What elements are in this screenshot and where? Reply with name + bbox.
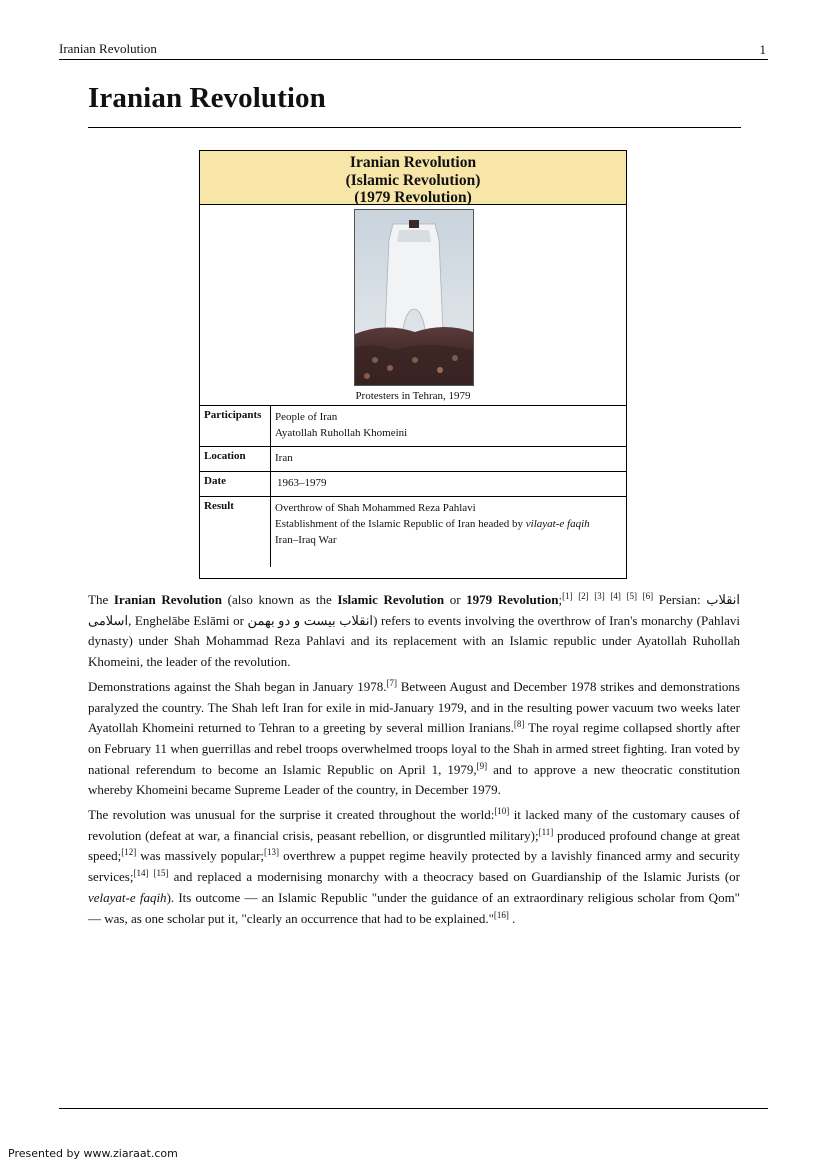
text: ) refers to events involving the overthrow of Iran's monarchy (Pahlavi dynasty) under Shah Mohammad Reza Pahlavi and its replacement with an Islamic republic under Ayatollah Ruhollah Khomeini, the leader of the revolution.	[88, 612, 740, 670]
page-title: Iranian Revolution	[88, 82, 326, 114]
bold-term: 1979 Revolution	[466, 592, 559, 607]
citation-link[interactable]: [8]	[513, 719, 525, 730]
row-label: Date	[200, 472, 271, 496]
running-header	[59, 41, 768, 60]
infobox-image-cell	[200, 205, 626, 406]
text: (also known as the	[222, 592, 338, 607]
citation-link[interactable]: [16]	[493, 909, 509, 920]
text: Between August and December 1978 strikes and demonstrations paralyzed the country. The Shah left Iran for exile in mid-January 1979, and in the resulting power vacuum two weeks later Ayatollah Khomeini returned to Tehran to a greeting by several million Iranians.	[88, 678, 740, 736]
result-italic[interactable]: vilayat-e faqih	[525, 518, 590, 530]
date-value: 1963–1979	[277, 477, 327, 489]
citation-link[interactable]: [15]	[153, 868, 169, 879]
participant-item[interactable]: Ayatollah Ruhollah Khomeini	[275, 427, 408, 439]
text: ). Its outcome — an Islamic Republic "under the guidance of an extraordinary religious scholar from Qom" — was, as one scholar put it, "clearly an occurrence that had to be explained."	[88, 889, 740, 926]
text: or	[444, 592, 467, 607]
citation-link[interactable]: [5]	[626, 591, 638, 601]
row-label: Result	[200, 497, 271, 567]
persian-text: انقلاب بیست و دو بهمن	[247, 612, 374, 628]
citation-link[interactable]: [11]	[538, 826, 554, 837]
infobox-row-location	[200, 447, 626, 472]
page-number: 1	[759, 42, 766, 57]
row-value	[271, 447, 293, 471]
citation-link[interactable]: [1]	[562, 591, 573, 601]
result-item[interactable]: Iran–Iraq War	[275, 534, 337, 546]
text: Demonstrations against the Shah began in January 1978.	[88, 678, 387, 694]
citation-link[interactable]: [4]	[610, 591, 621, 601]
infobox-title-line: Iranian Revolution	[349, 154, 477, 171]
text: it lacked many of the customary causes of revolution (defeat at war, a financial crisis, peasant rebellion, or disgruntled military);	[88, 807, 740, 843]
row-label: Location	[200, 447, 271, 471]
infobox-row-participants	[200, 406, 626, 447]
infobox-title-line: (1979 Revolution)	[354, 189, 472, 206]
row-value	[271, 497, 621, 567]
citation-link[interactable]: [3]	[594, 591, 605, 601]
result-item[interactable]: Overthrow of Shah Mohammed Reza Pahlavi	[275, 502, 476, 514]
row-value	[271, 406, 407, 446]
infobox-title	[200, 151, 626, 205]
text: .	[508, 910, 516, 926]
result-item[interactable]	[275, 516, 621, 532]
citation-link[interactable]: [12]	[121, 847, 137, 858]
citation-link[interactable]: [7]	[386, 677, 397, 688]
text: , Enghelābe Eslāmi or	[128, 612, 248, 628]
text: and to approve a new theocratic constitution whereby Khomeini became Supreme Leader of the country, in December 1979.	[88, 761, 741, 798]
citation-link[interactable]: [9]	[476, 760, 488, 771]
text: overthrew a puppet regime heavily protected by a lavishly financed army and security services;	[88, 848, 740, 885]
bold-term: Islamic Revolution	[337, 592, 445, 607]
citation-link[interactable]: [6]	[642, 591, 654, 601]
image-caption: Protesters in Tehran, 1979	[355, 390, 471, 402]
infobox	[199, 150, 627, 579]
citation-link[interactable]: [13]	[264, 847, 280, 858]
text: ;	[558, 592, 563, 607]
title-divider	[88, 127, 741, 128]
infobox-row-result	[200, 497, 626, 567]
running-title: Iranian Revolution	[59, 41, 157, 56]
location-link[interactable]: Iran	[275, 452, 293, 464]
text: The revolution was unusual for the surprise it created throughout the world:	[88, 807, 495, 823]
presented-by: Presented by www.ziaraat.com	[8, 1147, 178, 1160]
paragraph-events	[88, 677, 740, 801]
infobox-row-date	[200, 472, 626, 497]
bold-term: Iranian Revolution	[113, 592, 223, 607]
paragraph-intro	[88, 590, 740, 673]
footer-divider	[59, 1108, 768, 1109]
italic-term: velayat-e faqih	[88, 889, 167, 905]
citation-link[interactable]: [14]	[133, 868, 149, 879]
participant-item[interactable]: People of Iran	[275, 411, 338, 423]
text: Persian:	[653, 592, 707, 607]
protest-photo[interactable]	[354, 209, 474, 386]
citation-link[interactable]: [2]	[578, 591, 589, 601]
text: and replaced a modernising monarchy with a theocracy based on Guardianship of the Islamic Jurists (or	[168, 869, 741, 885]
citation-link[interactable]: [10]	[494, 806, 510, 817]
row-value	[271, 472, 327, 496]
infobox-title-line: (Islamic Revolution)	[345, 171, 481, 189]
article-body	[88, 590, 740, 933]
persian-text: انقلاب اسلامی	[88, 592, 741, 628]
text: was massively popular;	[136, 848, 265, 864]
paragraph-analysis	[88, 805, 740, 929]
text: produced profound change at great speed;	[88, 827, 741, 864]
text: The royal regime collapsed shortly after on February 11 when guerrillas and rebel troops overwhelmed troops loyal to the Shah in armed street fighting. Iran voted by national referendum to become an Islamic Republic on April 1, 1979,	[88, 720, 740, 777]
result-link[interactable]: Establishment of the Islamic Republic of Iran headed by	[275, 518, 524, 530]
text: The	[88, 592, 114, 607]
row-label: Participants	[200, 406, 271, 446]
